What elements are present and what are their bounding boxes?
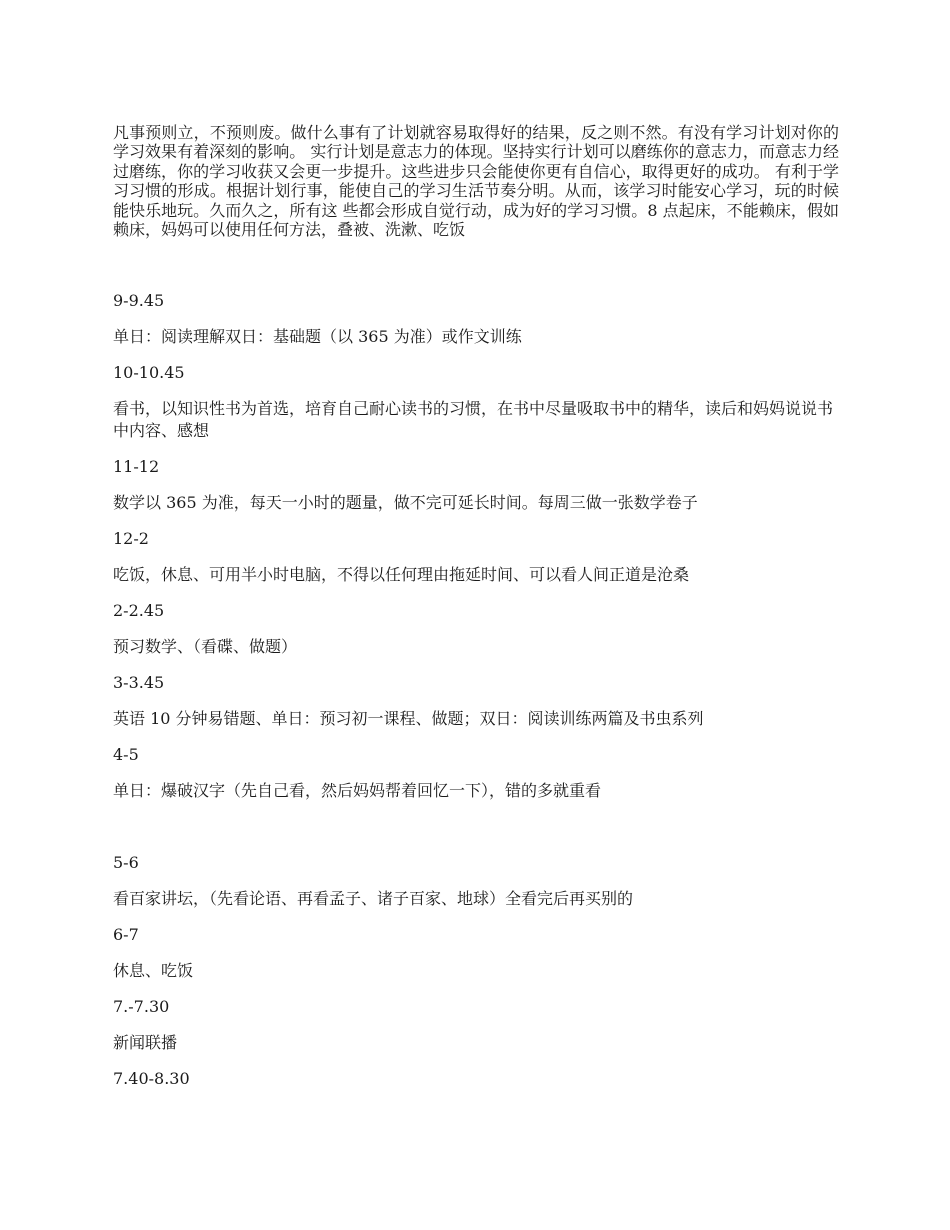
schedule-text: 单日：爆破汉字（先自己看，然后妈妈帮着回忆一下），错的多就重看 xyxy=(113,781,602,800)
spacer xyxy=(113,816,839,852)
schedule-text: 吃饭，休息、可用半小时电脑，不得以任何理由拖延时间、可以看人间正道是沧桑 xyxy=(113,565,690,584)
schedule-time: 2-2.45 xyxy=(113,601,165,620)
schedule-time: 5-6 xyxy=(113,853,139,872)
schedule-time: 11-12 xyxy=(113,457,160,476)
schedule-text: 新闻联播 xyxy=(113,1033,178,1052)
schedule-time: 7.-7.30 xyxy=(113,997,170,1016)
schedule-list xyxy=(113,290,839,1104)
schedule-time: 4-5 xyxy=(113,745,139,764)
schedule-time: 10-10.45 xyxy=(113,363,185,382)
schedule-text: 休息、吃饭 xyxy=(113,961,194,980)
schedule-text: 英语 10 分钟易错题、单日：预习初一课程、做题；双日：阅读训练两篇及书虫系列 xyxy=(113,709,704,728)
schedule-text: 预习数学、（看碟、做题） xyxy=(113,637,298,656)
schedule-time: 12-2 xyxy=(113,529,149,548)
intro-paragraph: 凡事预则立，不预则废。做什么事有了计划就容易取得好的结果，反之则不然。有没有学习计划对你的学习效果有着深刻的影响。 实行计划是意志力的体现。坚持实行计划可以磨练你的意志力，而意志力经过磨练，你的学习收获又会更一步提升。这些进步只会能使你更有自信心，取得更好的成功。 有利于学习习惯的形成。根据计划行事，能使自己的学习生活节奏分明。从而，该学习时能安心学习，玩的时候能快乐地玩。久而久之，所有这 些都会形成自觉行动，成为好的学习习惯。8 点起床，不能赖床，假如赖床，妈妈可以使用任何方法，叠被、洗漱、吃饭 xyxy=(113,123,839,240)
schedule-text: 看书，以知识性书为首选，培育自己耐心读书的习惯，在书中尽量吸取书中的精华，读后和妈妈说说书中内容、感想 xyxy=(113,399,834,440)
schedule-time: 9-9.45 xyxy=(113,291,165,310)
schedule-text: 看百家讲坛，（先看论语、再看孟子、诸子百家、地球）全看完后再买别的 xyxy=(113,889,634,908)
schedule-time: 3-3.45 xyxy=(113,673,165,692)
schedule-time: 6-7 xyxy=(113,925,139,944)
schedule-text: 数学以 365 为准，每天一小时的题量，做不完可延长时间。每周三做一张数学卷子 xyxy=(113,493,698,512)
schedule-text: 单日：阅读理解双日：基础题（以 365 为准）或作文训练 xyxy=(113,327,522,346)
schedule-time: 7.40-8.30 xyxy=(113,1069,190,1088)
